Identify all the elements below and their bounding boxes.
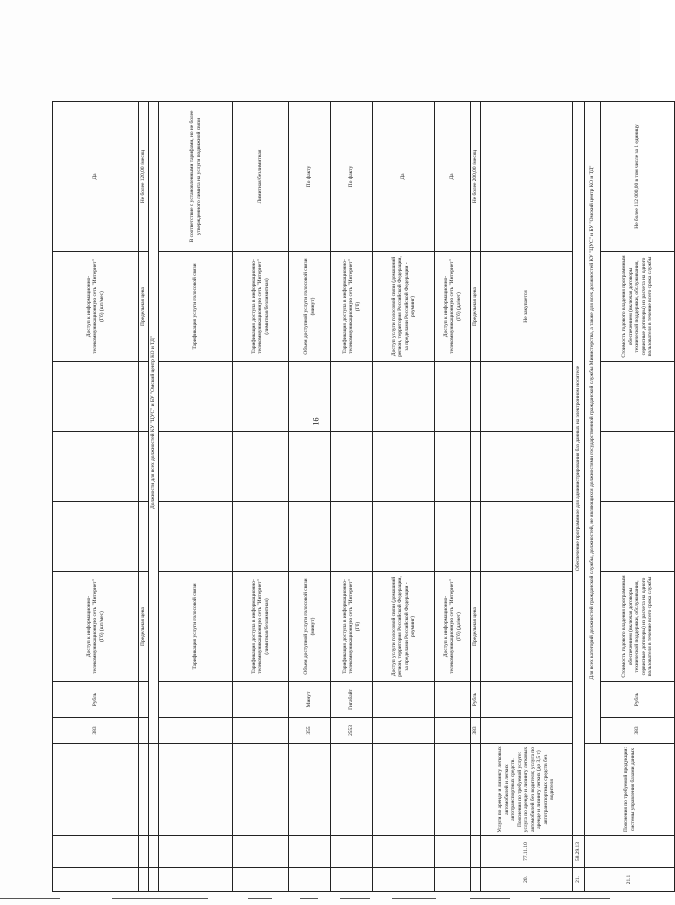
table-row <box>373 102 435 892</box>
cell-empty <box>373 502 435 572</box>
cell-empty <box>481 682 573 718</box>
cell-empty <box>331 362 373 432</box>
cell-char: Предельная цена <box>139 572 149 682</box>
cell-empty <box>233 868 289 892</box>
cell-empty <box>139 362 149 432</box>
table-row <box>159 102 233 892</box>
cell-char-approved: Предельная цена <box>471 252 481 362</box>
cell-name <box>53 744 139 836</box>
cell-unit <box>373 682 435 718</box>
cell-name: Пояснения по требуемой продукции: системы управления базами данных <box>585 744 675 836</box>
cell-char-approved: Тарификация доступа в информационно-телекоммуникационную сеть "Интернет" (лимитная/безлимитная) <box>233 252 289 362</box>
cell-char-approved: Тарификация услуги голосовой связи <box>159 252 233 362</box>
cell-name: Обеспечение программное для администрирования баз данных на электронном носителе <box>573 102 585 836</box>
table-row <box>435 102 471 892</box>
cell-empty <box>233 362 289 432</box>
cell-empty <box>159 362 233 432</box>
cell-empty <box>149 744 159 836</box>
cell-unit: Рубль <box>601 682 675 718</box>
cell-empty <box>435 362 471 432</box>
cell-empty <box>435 502 471 572</box>
cell-char: Стоимость годового владения программным обеспечением (включая договоры технической поддержки, обслуживания, сервисные договоры) из расчета на одного пользователя в течение всего срока службы <box>601 572 675 682</box>
cell-empty <box>481 362 573 432</box>
cell-unit: Гигабайт <box>331 682 373 718</box>
cell-value-approved: По факту <box>289 102 331 252</box>
cell-empty <box>289 362 331 432</box>
cell-value-approved: Да <box>53 102 139 252</box>
cell-unit-code: 2553 <box>331 718 373 744</box>
cell-char: Тарификация доступа в информационно-телекоммуникационную сеть "Интернет" (лимитная/безлимитная) <box>233 572 289 682</box>
scan-mark <box>300 898 318 899</box>
cell-unit-code <box>435 718 471 744</box>
cell-empty <box>233 744 289 836</box>
scan-edge-marks <box>0 898 640 902</box>
cell-empty <box>159 744 233 836</box>
cell-empty <box>481 502 573 572</box>
cell-unit <box>233 682 289 718</box>
table-row <box>289 102 331 892</box>
cell-empty <box>53 362 139 432</box>
cell-unit-code <box>159 718 233 744</box>
scan-mark <box>540 898 610 899</box>
cell-char: Объем доступной услуги голосовой связи (минут) <box>289 572 331 682</box>
cell-unit: Рубль <box>53 682 139 718</box>
cell-empty <box>435 744 471 836</box>
cell-empty <box>159 836 233 868</box>
table-row <box>53 102 139 892</box>
scan-mark <box>470 898 510 899</box>
cell-empty <box>435 836 471 868</box>
cell-char: Доступ услуги голосовой связи (домашний регион, территория Российской Федерации, за пределами Российской Федерации - роуминг) <box>373 572 435 682</box>
cell-char-approved: Доступ услуги голосовой связи (домашний регион, территория Российской Федерации, за пределами Российской Федерации - роуминг) <box>373 252 435 362</box>
scan-mark <box>392 898 436 899</box>
cell-empty <box>233 432 289 502</box>
cell-char: Предельная цена <box>471 572 481 682</box>
cell-empty <box>435 432 471 502</box>
cell-empty <box>139 682 149 718</box>
cell-num <box>53 868 139 892</box>
cell-empty <box>159 432 233 502</box>
cell-empty <box>289 868 331 892</box>
cell-empty <box>331 744 373 836</box>
cell-value-approved: Да <box>373 102 435 252</box>
cell-empty <box>471 502 481 572</box>
cell-empty <box>601 432 675 502</box>
cell-empty <box>373 868 435 892</box>
cell-empty <box>139 718 149 744</box>
cell-unit-code: 383 <box>53 718 139 744</box>
cell-empty <box>139 744 149 836</box>
cell-char: Тарификация доступа в информационно-телекоммуникационную сеть "Интернет" (Гб) <box>331 572 373 682</box>
table-row <box>481 102 573 892</box>
cell-empty <box>471 362 481 432</box>
rotated-table-wrapper <box>52 102 654 892</box>
cell-empty <box>289 432 331 502</box>
cell-value-approved: Лимитная/безлимитная <box>233 102 289 252</box>
cell-empty <box>139 836 149 868</box>
cell-empty <box>331 836 373 868</box>
cell-unit-code <box>373 718 435 744</box>
cell-char-approved: Объем доступной услуги голосовой связи (минут) <box>289 252 331 362</box>
cell-empty <box>471 432 481 502</box>
cell-empty <box>481 718 573 744</box>
cell-empty <box>471 744 481 836</box>
cell-empty <box>233 836 289 868</box>
cell-empty <box>159 502 233 572</box>
cell-unit-code: 383 <box>471 718 481 744</box>
cell-empty <box>471 836 481 868</box>
cell-empty <box>233 502 289 572</box>
cell-value-approved: Не более 112 000,00 в том числе за 1 единицу <box>601 102 675 252</box>
cell-empty <box>373 432 435 502</box>
cell-code: 77.11.10 <box>481 836 573 868</box>
cell-value-approved: Не более 120,00 /месяц <box>139 102 149 252</box>
cell-empty <box>53 432 139 502</box>
cell-unit <box>435 682 471 718</box>
table-row <box>573 102 585 892</box>
cell-char-approved: Не закупается <box>481 252 573 362</box>
cell-empty <box>331 432 373 502</box>
table-row <box>585 102 601 892</box>
page-number: 16 <box>311 417 321 426</box>
cell-name: Услуги по аренде и лизингу легковых автомобилей и легких автотранспортных средств. Пояснения по требуемой услуге: услуга по аренде и лизингу легковых автомобилей без водителя; услуга по аренде и лизингу легких (до 3,5 т) автотранспортных средств без водителя <box>481 744 573 836</box>
cell-char: Доступ к информационно-телекоммуникационную сеть "Интернет" (Гб) (да/нет) <box>435 572 471 682</box>
cell-char: Доступ к информационно-телекоммуникационную сеть "Интернет" (Гб) (шт/мес) <box>53 572 139 682</box>
cell-empty <box>149 836 159 868</box>
cell-empty <box>139 432 149 502</box>
cell-unit-code <box>233 718 289 744</box>
cell-empty <box>373 744 435 836</box>
cell-value-approved: В соответствие с установленными тарифами, но не более утвержденного лимита на услуги подвижной связи <box>159 102 233 252</box>
cell-value <box>53 502 139 572</box>
cell-empty <box>289 836 331 868</box>
cell-unit <box>159 682 233 718</box>
scan-mark <box>248 898 272 899</box>
cell-empty <box>149 868 159 892</box>
cell-value-approved: По факту <box>331 102 373 252</box>
cell-unit-code: 355 <box>289 718 331 744</box>
cell-empty <box>601 502 675 572</box>
cell-unit-code: 383 <box>601 718 675 744</box>
scan-mark <box>340 898 370 899</box>
table-row <box>471 102 481 892</box>
table-row <box>139 102 149 892</box>
cell-empty <box>481 572 573 682</box>
cell-value-approved: Не более 200,00 /месяц <box>471 102 481 252</box>
cell-empty <box>481 102 573 252</box>
cell-empty <box>435 868 471 892</box>
cell-char: Тарификация услуги голосовой связи <box>159 572 233 682</box>
section-header-row <box>149 102 159 892</box>
table-row <box>331 102 373 892</box>
section-header: Для всех категорий должностей гражданской службы, должностей, не являющихся должностями государственной гражданской службы Министерства, а также для всех должностей КУ "ЦУС" и БУ "Омский центр КО и ТД" <box>585 102 601 744</box>
cell-empty <box>289 744 331 836</box>
cell-empty <box>373 836 435 868</box>
scan-mark <box>0 898 60 899</box>
cell-num: 21.1 <box>585 868 675 892</box>
cell-empty <box>139 868 149 892</box>
cell-empty <box>601 362 675 432</box>
cell-empty <box>331 502 373 572</box>
cell-empty <box>139 502 149 572</box>
cell-num: 21. <box>573 868 585 892</box>
cell-code <box>53 836 139 868</box>
cell-unit: Рубль <box>471 682 481 718</box>
section-header: Должности для всех должностей КУ "ЦУС" и БУ "Омский центр КО и ТД" <box>149 102 159 744</box>
table-row <box>233 102 289 892</box>
cell-empty <box>481 432 573 502</box>
cell-empty <box>373 362 435 432</box>
cell-empty <box>471 868 481 892</box>
cell-empty <box>289 502 331 572</box>
scan-mark <box>112 898 208 899</box>
cell-char-approved: Стоимость годового владения программным обеспечением (включая договоры технической поддержки, обслуживания, сервисные договоры) из расчета на одного пользователя в течение всего срока службы <box>601 252 675 362</box>
cell-char-approved: Тарификация доступа в информационно-телекоммуникационную сеть "Интернет" (Гб) <box>331 252 373 362</box>
cell-empty <box>159 868 233 892</box>
cell-num: 20. <box>481 868 573 892</box>
cell-char-approved: Доступ к информационно-телекоммуникационную сеть "Интернет" (Гб) (да/нет) <box>435 252 471 362</box>
cell-code: 58.29.13 <box>573 836 585 868</box>
cell-code <box>585 836 675 868</box>
cell-empty <box>331 868 373 892</box>
cell-char-approved: Доступ к информационно-телекоммуникационную сеть "Интернет" (Гб) (шт/мес) <box>53 252 139 362</box>
cell-char-approved: Предельная цена <box>139 252 149 362</box>
cell-unit: Минут <box>289 682 331 718</box>
cell-value-approved: Да <box>435 102 471 252</box>
requirements-table <box>52 101 675 892</box>
